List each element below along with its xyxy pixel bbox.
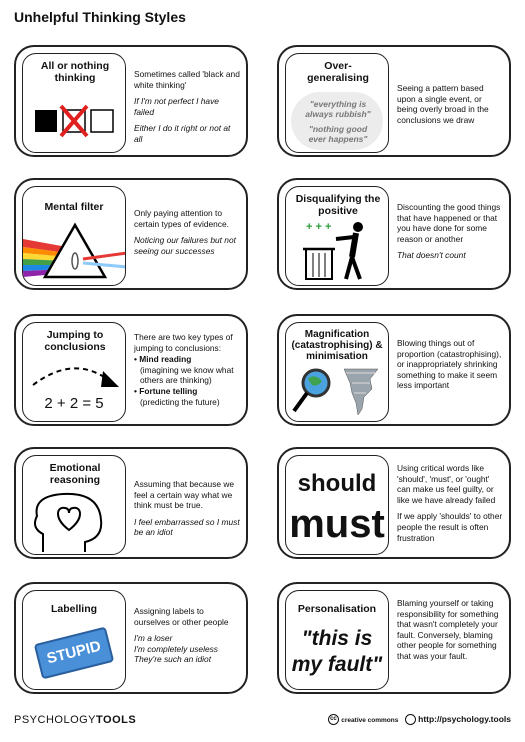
bubble-line: always rubbish": [305, 109, 371, 119]
bullet-label: • Fortune telling: [134, 385, 198, 396]
icon-box: [285, 186, 389, 286]
bubble-line: "nothing good: [308, 124, 368, 134]
stupid-label: STUPID: [34, 627, 115, 680]
desc-text: Discounting the good things that have happened or that you have done for some reason or another: [397, 202, 501, 244]
example-text: They're such an idiot: [134, 654, 212, 665]
bullet-text: (predicting the future): [140, 396, 220, 407]
card-title: Jumping to conclusions: [44, 329, 106, 353]
desc-text: Assuming that because we feel a certain way what we think must be true.: [134, 479, 235, 511]
card-description: [134, 208, 240, 262]
example-text: That doesn't count: [397, 250, 466, 261]
desc-text: Blaming yourself or taking responsibility for something that wasn't completely your fault. Conversely, blaming other people for something that was your fault.: [397, 598, 499, 661]
desc-text: Seeing a pattern based upon a single event, or being overly broad in the conclusions we draw: [397, 83, 489, 125]
desc-text: Blowing things out of proportion (catastrophising), or inappropriately shrinking something to make it seem less important: [397, 338, 502, 391]
quote-line-1: "this is: [301, 627, 373, 650]
card-title: Disqualifying the positive: [295, 193, 381, 217]
bubble-line: ever happens": [308, 134, 368, 144]
example-text: If I'm not perfect I have failed: [134, 96, 219, 117]
magnifier-tornado-icon: [286, 363, 389, 422]
card-description: [397, 598, 503, 668]
desc-text: Using critical words like 'should', 'must', or 'ought' can make us feel guilty, or like we have already failed: [397, 463, 496, 505]
icon-box: [285, 53, 389, 153]
card-all-or-nothing: [14, 45, 248, 157]
footer-links: [328, 714, 511, 725]
icon-box: [22, 322, 126, 422]
example-text: I'm completely useless: [134, 643, 218, 654]
card-over-generalising: [277, 45, 511, 157]
card-description: [134, 479, 240, 544]
example-text: Noticing our failures but not seeing our successes: [134, 235, 236, 256]
card-description: [134, 606, 240, 665]
icon-box: [22, 186, 126, 286]
should-word: should: [297, 470, 377, 497]
card-personalisation: [277, 582, 511, 694]
head-heart-icon: [23, 490, 126, 554]
card-description: [134, 69, 240, 151]
card-description: [397, 338, 503, 397]
icon-box: [285, 322, 389, 422]
desc-text: Assigning labels to ourselves or other people: [134, 606, 229, 627]
card-disqualifying-positive: [277, 178, 511, 290]
card-magnification: [277, 314, 511, 426]
card-should-must: [277, 447, 511, 559]
bubble-text-2: [294, 124, 382, 144]
plus-signs: + + +: [306, 221, 332, 233]
card-description: [397, 463, 503, 549]
bullet-mind-reading: [134, 354, 240, 386]
card-title: Labelling: [50, 603, 98, 615]
example-text: I'm a loser: [134, 633, 173, 644]
card-description: [134, 332, 240, 407]
icon-box: [285, 455, 389, 555]
bubble-line: "everything is: [309, 99, 367, 109]
bubble-text-1: [294, 99, 382, 119]
example-text: Either I do it right or not at all: [134, 123, 231, 144]
example-text: I feel embarrassed so I must be an idiot: [134, 516, 240, 538]
must-word: must: [289, 502, 385, 546]
desc-text: Sometimes called 'black and white thinking': [134, 69, 240, 90]
card-title: Mental filter: [44, 201, 104, 213]
quote-line-2: my fault": [291, 653, 383, 676]
card-description: [397, 83, 503, 131]
bullet-fortune-telling: [134, 386, 240, 407]
icon-box: [22, 455, 126, 555]
desc-text: There are two key types of jumping to conclusions:: [134, 332, 233, 353]
prism-icon: [23, 217, 126, 286]
card-title: Emotional reasoning: [49, 462, 101, 486]
card-description: [397, 202, 503, 267]
card-jumping-to-conclusions: [14, 314, 248, 426]
bullet-text: (imagining we know what others are thinking): [140, 364, 234, 386]
card-title: Personalisation: [297, 603, 377, 615]
icon-box: [22, 53, 126, 153]
logo-part: PSYCHOLOGY: [14, 714, 97, 726]
creative-commons-icon: cc: [328, 714, 339, 725]
card-title: All or nothing thinking: [40, 60, 110, 84]
equation-text: 2 + 2 = 5: [44, 395, 104, 412]
dashed-arrow-icon: [23, 357, 126, 397]
psychology-tools-logo: [14, 714, 136, 726]
black-white-squares-icon: [23, 92, 126, 152]
cc-text: creative commons: [341, 717, 399, 724]
card-emotional-reasoning: [14, 447, 248, 559]
globe-icon: [405, 714, 416, 725]
desc-text: If we apply 'shoulds' to other people the result is often frustration: [397, 511, 503, 543]
icon-box: [285, 590, 389, 690]
person-binning-icon: [286, 217, 389, 286]
card-title: Magnification (catastrophising) & minimisation: [291, 329, 383, 362]
card-title: Over-generalising: [307, 60, 369, 84]
bullet-label: • Mind reading: [134, 354, 192, 365]
page-title: Unhelpful Thinking Styles: [14, 9, 186, 25]
desc-text: Only paying attention to certain types of evidence.: [134, 208, 229, 229]
card-labelling: [14, 582, 248, 694]
website-link[interactable]: http://psychology.tools: [418, 714, 511, 724]
icon-box: [22, 590, 126, 690]
card-mental-filter: [14, 178, 248, 290]
logo-part-bold: TOOLS: [96, 714, 137, 726]
